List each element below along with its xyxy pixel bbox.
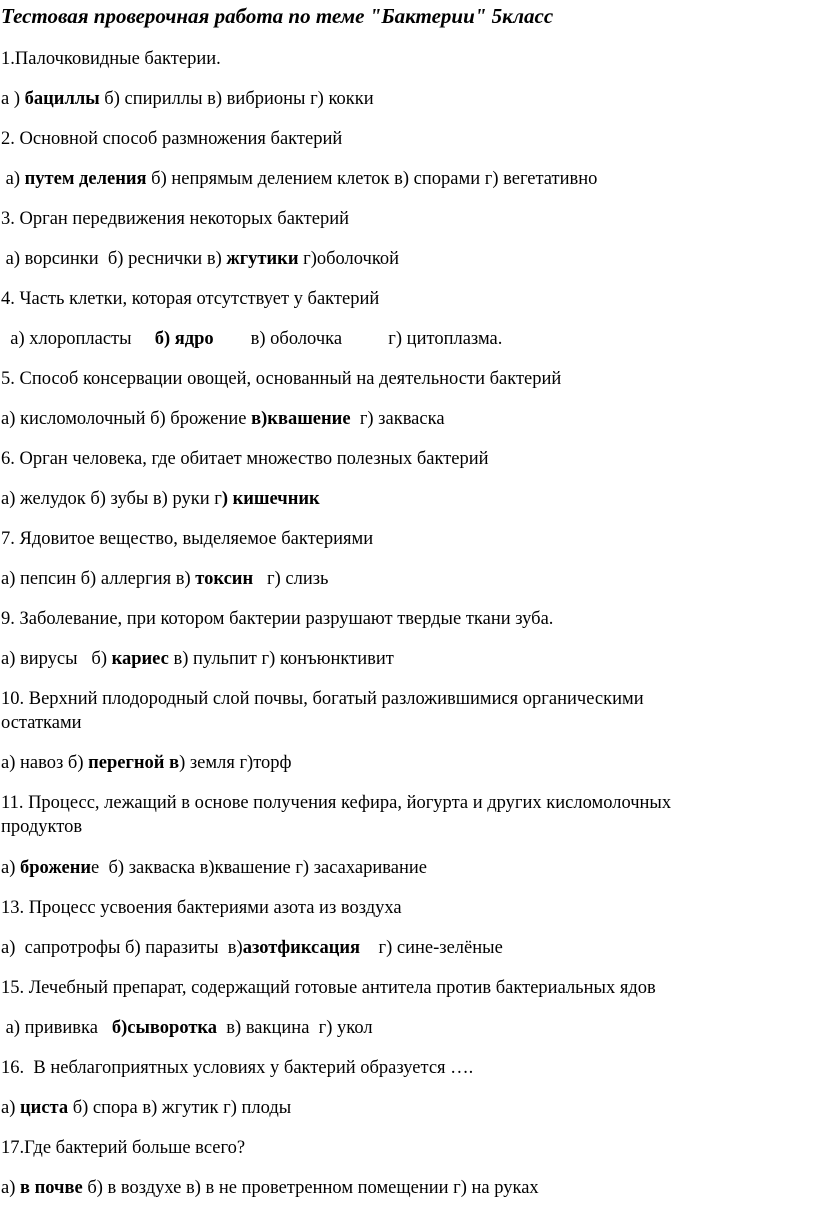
question-9: 9. Заболевание, при котором бактерии разрушают твердые ткани зуба. <box>1 609 554 629</box>
answer-text: а) желудок б) зубы в) руки г <box>1 489 222 509</box>
answer-text: а) пепсин б) аллергия в) <box>1 569 196 589</box>
answers-6 <box>1 487 320 511</box>
question-10-line-2: остатками <box>1 713 82 733</box>
correct-answer: азотфиксация <box>242 938 361 958</box>
answer-text: г)оболочкой <box>298 249 400 269</box>
correct-answer: перегной в <box>88 753 180 773</box>
answer-text: б) спора в) жгутик г) плоды <box>68 1098 292 1118</box>
answer-text: а) хлоропласты <box>1 329 155 349</box>
correct-answer: б) ядро <box>154 329 214 349</box>
answers-11 <box>1 856 427 880</box>
answers-17 <box>1 1176 539 1200</box>
answer-text: а) кисломолочный б) брожение <box>1 409 252 429</box>
correct-answer: брожени <box>20 858 92 878</box>
answers-3 <box>1 247 399 271</box>
answer-text: а) прививка <box>1 1018 112 1038</box>
answer-text: в) оболочка г) цитоплазма. <box>213 329 503 349</box>
answers-2 <box>1 167 597 191</box>
answer-text: а) ворсинки б) реснички в) <box>1 249 227 269</box>
question-17: 17.Где бактерий больше всего? <box>1 1138 246 1158</box>
answer-text: г) слизь <box>253 569 329 589</box>
answer-text: а) <box>1 1098 20 1118</box>
answer-text: а) <box>1 169 25 189</box>
question-5: 5. Способ консервации овощей, основанный на деятельности бактерий <box>1 369 562 389</box>
answers-10 <box>1 751 292 775</box>
answers-1 <box>1 87 374 111</box>
answer-text: в) вакцина г) укол <box>217 1018 373 1038</box>
question-2: 2. Основной способ размножения бактерий <box>1 129 343 149</box>
answer-text: г) сине-зелёные <box>360 938 503 958</box>
answer-text: б) непрямым делением клеток в) спорами г) вегетативно <box>146 169 598 189</box>
correct-answer: б)сыворотка <box>111 1018 218 1038</box>
answer-text: а) вирусы б) <box>1 649 112 669</box>
question-11-line-1: 11. Процесс, лежащий в основе получения кефира, йогурта и других кисломолочных <box>1 793 672 813</box>
answer-text: г) закваска <box>350 409 445 429</box>
correct-answer: токсин <box>195 569 254 589</box>
correct-answer: ) кишечник <box>221 489 320 509</box>
question-16: 16. В неблагоприятных условиях у бактерий образуется …. <box>1 1058 474 1078</box>
answer-text: б) в воздухе в) в не проветренном помещении г) на руках <box>82 1178 539 1198</box>
answer-text: е б) закваска в)квашение г) засахаривание <box>91 858 427 878</box>
question-4: 4. Часть клетки, которая отсутствует у бактерий <box>1 289 380 309</box>
question-6: 6. Орган человека, где обитает множество полезных бактерий <box>1 449 489 469</box>
answer-text: а) навоз б) <box>1 753 89 773</box>
answers-9 <box>1 647 394 671</box>
question-15: 15. Лечебный препарат, содержащий готовые антитела против бактериальных ядов <box>1 978 656 998</box>
correct-answer: бациллы <box>24 89 100 109</box>
answers-4 <box>1 327 502 351</box>
answers-7 <box>1 567 328 591</box>
correct-answer: в почве <box>20 1178 83 1198</box>
answers-13 <box>1 936 503 960</box>
answer-text: в) пульпит г) конъюнктивит <box>168 649 394 669</box>
correct-answer: кариес <box>111 649 169 669</box>
answer-text: а) <box>1 858 20 878</box>
question-1: 1.Палочковидные бактерии. <box>1 49 221 69</box>
correct-answer: путем деления <box>24 169 147 189</box>
answer-text: ) земля г)торф <box>179 753 292 773</box>
answers-15 <box>1 1016 373 1040</box>
question-3: 3. Орган передвижения некоторых бактерий <box>1 209 350 229</box>
document-title: Тестовая проверочная работа по теме "Бактерии" 5класс <box>1 4 554 28</box>
question-13: 13. Процесс усвоения бактериями азота из воздуха <box>1 898 402 918</box>
correct-answer: жгутики <box>226 249 299 269</box>
answer-text: б) спириллы в) вибрионы г) кокки <box>99 89 374 109</box>
answer-text: а ) <box>1 89 25 109</box>
correct-answer: циста <box>20 1098 69 1118</box>
answer-text: а) <box>1 1178 20 1198</box>
answers-16 <box>1 1096 291 1120</box>
question-11-line-2: продуктов <box>1 817 83 837</box>
question-7: 7. Ядовитое вещество, выделяемое бактериями <box>1 529 374 549</box>
answers-5 <box>1 407 445 431</box>
answer-text: а) сапротрофы б) паразиты в) <box>1 938 243 958</box>
correct-answer: в)квашение <box>251 409 351 429</box>
question-10-line-1: 10. Верхний плодородный слой почвы, богатый разложившимися органическими <box>1 689 644 709</box>
